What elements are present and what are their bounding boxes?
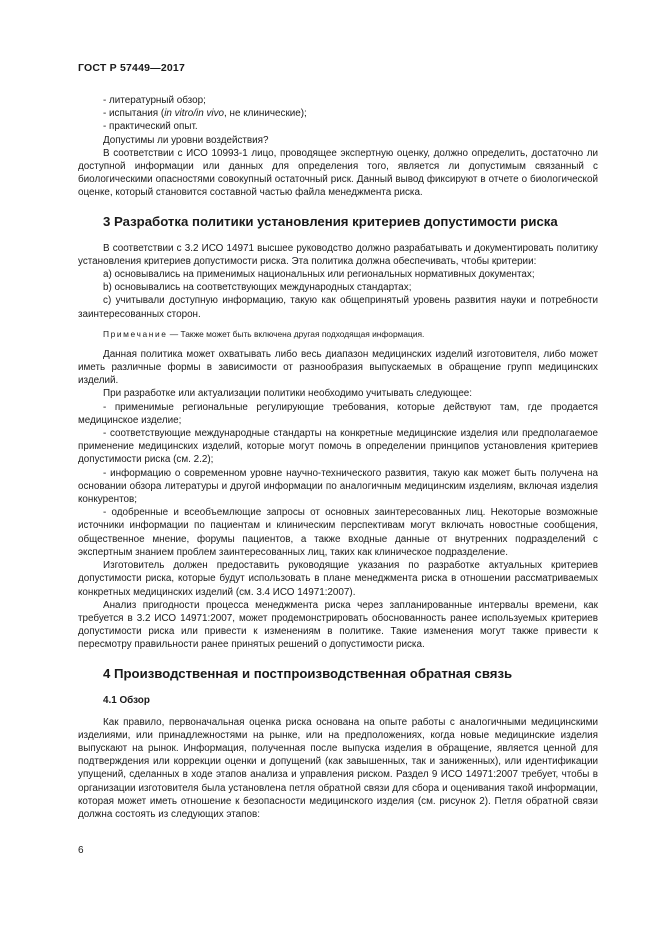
paragraph: Изготовитель должен предоставить руководящие указания по разработке актуальных критериев допустимости риска, которые будут использовать в плане менеджмента риска в отношении рассматриваемых конкретных медицинских изделий (см. 3.4 ИСО 14971:2007). [78, 560, 598, 598]
document-header: ГОСТ Р 57449—2017 [78, 62, 186, 74]
bullet-item: - литературный обзор; [103, 95, 206, 106]
paragraph: Данная политика может охватывать либо весь диапазон медицинских изделий изготовителя, либо может иметь различные формы в зависимости от разнообразия выпускаемых в обращение групп медицинских изделий. [78, 348, 598, 387]
paragraph: Как правило, первоначальная оценка риска основана на опыте работы с аналогичными медицинскими изделиями, или принадлежностями на рынке, или на предположениях, когда новые медицинские изделия выпускают на рынок. Информация, полученная после выпуска изделия в обращение, является ценной для подтверждения или коррекции оценки и допущений (как завышенных, так и заниженных), или идентификации упущений, сделанных в ходе этапов анализа и управления риском. Раздел 9 ИСО 14971:2007 требует, чтобы в организации изготовителя была установлена петля обратной связи для сбора и оценивания такой информации, которая может иметь отношение к безопасности медицинского изделия (см. рисунок 2). Петля обратной связи должна состоять из следующих этапов: [78, 716, 598, 820]
bullet-item: - испытания (in vitro/in vivo, не клинические); [103, 108, 307, 120]
paragraph: В соответствии с ИСО 10993-1 лицо, проводящее экспертную оценку, должно определить, достаточно ли доступной информации или данных для определения того, является ли допустимым связанный с биологическими опасностями совокупный остаточный риск. Данный вывод фиксируют в отчете о биологической оценке, который становится составной частью файла менеджмента риска. [78, 147, 598, 199]
list-item: a) основывались на применимых национальных или региональных нормативных документах; [103, 269, 535, 281]
list-item: b) основывались на соответствующих международных стандартах; [103, 282, 412, 294]
bullet-item: - практический опыт. [103, 121, 198, 133]
section-heading: 3 Разработка политики установления критериев допустимости риска [103, 213, 558, 229]
question-line: Допустимы ли уровни воздействия? [103, 134, 269, 146]
dash-item: - информацию о современном уровне научно-технического развития, такую как может быть получена на основании обзора литературы и другой информации по аналогичным медицинским изделиям, включая изделия конкурентов; [78, 467, 598, 506]
paragraph: Анализ пригодности процесса менеджмента риска через запланированные интервалы времени, как требуется в 3.2 ИСО 14971:2007, может продемонстрировать обоснованность ранее используемых критериев допустимости риска или привести к изменениям в политике. Такие изменения могут также привести к пересмотру правильности ранее принятых решений о допустимости риска. [78, 599, 598, 651]
dash-item: - одобренные и всеобъемлющие запросы от основных заинтересованных лиц. Некоторые возможные источники информации по пациентам и клиническим перспективам могут включать новостные сообщения, общественное мнение, форумы пациентов, а также входные данные от внутренних подразделений с экспертным знанием проблем заинтересованных лиц, таких как клиническое подразделение. [78, 507, 598, 558]
dash-item: - соответствующие международные стандарты на конкретные медицинские изделия или предполагаемое применение медицинских изделий, которые могут помочь в определении принципов установления критериев допустимости риска (см. 2.2); [78, 428, 598, 466]
page-content [78, 94, 598, 821]
page-number: 6 [78, 845, 84, 856]
dash-item: - применимые региональные регулирующие требования, которые действуют там, где продается медицинское изделие; [78, 401, 598, 426]
paragraph: В соответствии с 3.2 ИСО 14971 высшее руководство должно разрабатывать и документировать политику установления критериев допустимости риска. Эта политика должна обеспечивать, чтобы критерии: [78, 242, 598, 267]
section-heading: 4 Производственная и постпроизводственная обратная связь [103, 665, 513, 681]
note: Примечание — Также может быть включена другая подходящая информация. [103, 328, 425, 339]
list-item: c) учитывали доступную информацию, такую как общепринятый уровень развития науки и потребности заинтересованных сторон. [78, 295, 598, 320]
subsection-heading: 4.1 Обзор [103, 694, 150, 706]
paragraph: При разработке или актуализации политики необходимо учитывать следующее: [103, 388, 473, 400]
